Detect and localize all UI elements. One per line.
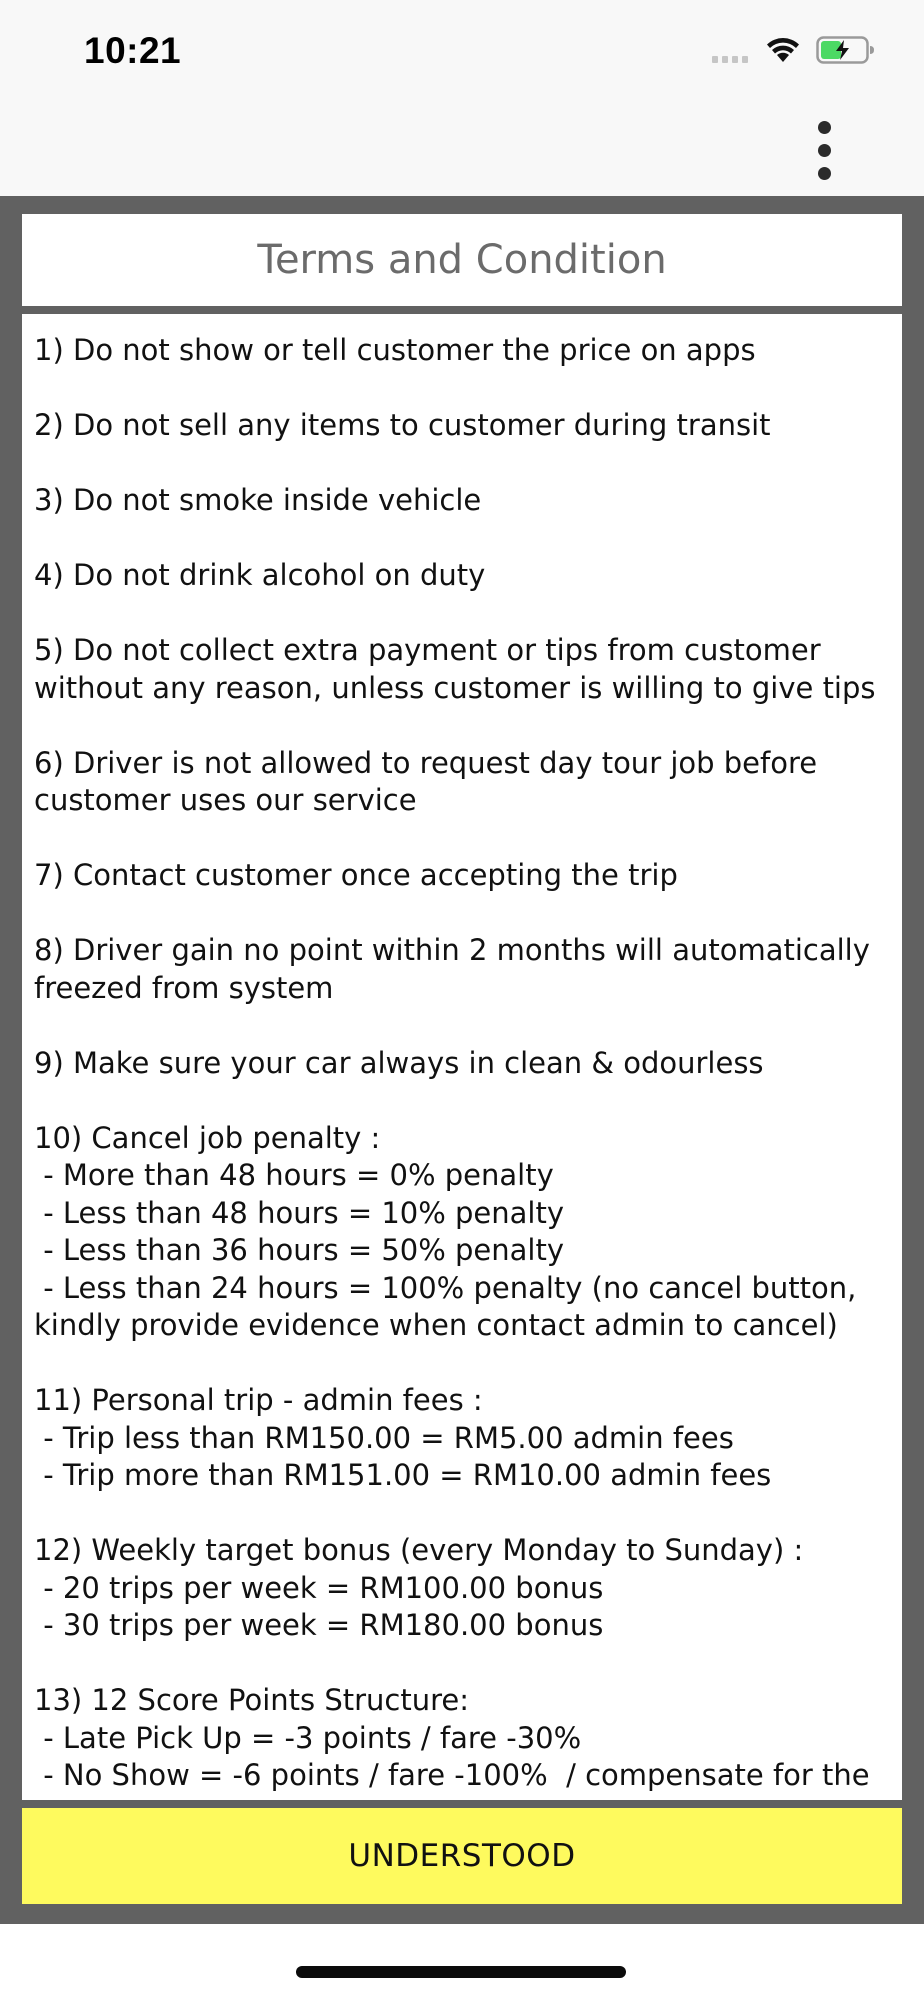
term-subitem: - More than 48 hours = 0% penalty: [34, 1158, 554, 1192]
term-text: 10) Cancel job penalty :: [34, 1120, 381, 1155]
terms-scroll-area[interactable]: [22, 314, 902, 1800]
more-vertical-icon[interactable]: [800, 110, 848, 190]
term-text: 13) 12 Score Points Structure:: [34, 1683, 469, 1717]
term-subitem: - Trip more than RM151.00 = RM10.00 admin fees: [34, 1458, 772, 1492]
term-item: [34, 482, 890, 520]
term-subitem: - Less than 48 hours = 10% penalty: [34, 1195, 565, 1230]
term-item: [34, 632, 890, 707]
term-item: [34, 932, 890, 1007]
term-text: 5) Do not collect extra payment or tips from customer without any reason, unless customer is willing to give tips: [34, 633, 876, 705]
term-text: 11) Personal trip - admin fees :: [34, 1383, 483, 1417]
term-item: [34, 407, 890, 445]
term-subitem: - Late Pick Up = -3 points / fare -30%: [34, 1720, 582, 1755]
term-item: [34, 557, 890, 595]
term-item: [34, 1382, 890, 1495]
term-text: 12) Weekly target bonus (every Monday to Sunday) :: [34, 1533, 804, 1567]
status-bar: [0, 0, 924, 100]
dialog-title: Terms and Condition: [257, 237, 667, 283]
term-item: [34, 1682, 890, 1795]
term-text: 3) Do not smoke inside vehicle: [34, 483, 482, 517]
term-item: [34, 857, 890, 895]
terms-dialog: [22, 214, 902, 1904]
term-subitem: - Less than 36 hours = 50% penalty: [34, 1233, 565, 1267]
term-text: 7) Contact customer once accepting the trip: [34, 858, 678, 892]
term-subitem: - 20 trips per week = RM100.00 bonus: [34, 1570, 604, 1605]
status-time: 10:21: [84, 30, 182, 71]
terms-list: [22, 314, 902, 1795]
dialog-header: [22, 214, 902, 306]
cellular-signal-icon: [712, 56, 748, 63]
term-item: [34, 1120, 890, 1345]
term-item: [34, 1532, 890, 1645]
term-subitem: - 30 trips per week = RM180.00 bonus: [34, 1608, 604, 1642]
app-bar: [0, 100, 924, 196]
home-indicator[interactable]: [296, 1966, 626, 1978]
term-subitem: - Trip less than RM150.00 = RM5.00 admin fees: [34, 1420, 734, 1455]
term-item: [34, 332, 890, 370]
term-subitem: - Less than 24 hours = 100% penalty (no cancel button, kindly provide evidence when contact admin to cancel): [34, 1270, 866, 1342]
term-text: 9) Make sure your car always in clean & odourless: [34, 1045, 764, 1080]
term-text: 8) Driver gain no point within 2 months will automatically freezed from system: [34, 933, 880, 1005]
term-text: 2) Do not sell any items to customer during transit: [34, 408, 771, 442]
battery-charging-icon: [816, 34, 876, 71]
term-item: [34, 1045, 890, 1083]
wifi-icon: [764, 34, 802, 69]
understood-button[interactable]: UNDERSTOOD: [22, 1808, 902, 1904]
dialog-overlay: [0, 196, 924, 1924]
term-text: 6) Driver is not allowed to request day tour job before customer uses our service: [34, 745, 827, 817]
term-text: 1) Do not show or tell customer the price on apps: [34, 333, 756, 367]
term-subitem: - No Show = -6 points / fare -100% / compensate for the: [34, 1758, 870, 1792]
term-text: 4) Do not drink alcohol on duty: [34, 558, 486, 592]
term-item: [34, 745, 890, 820]
